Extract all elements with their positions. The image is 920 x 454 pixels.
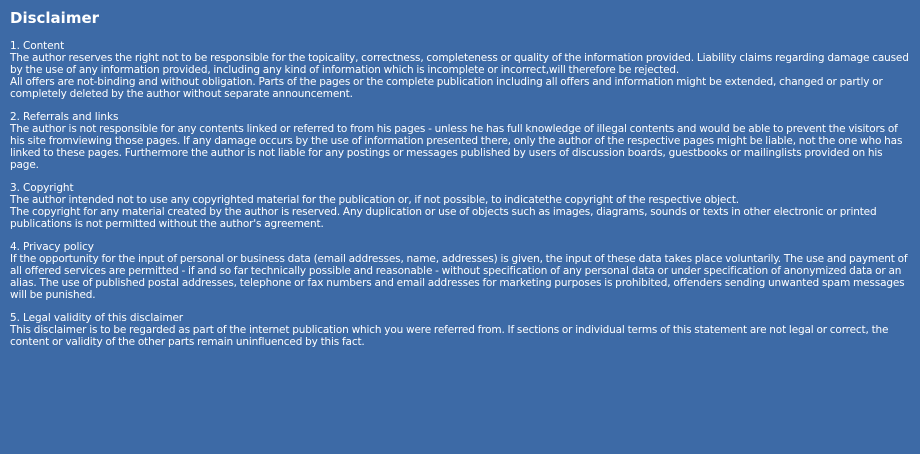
section-paragraph: The author reserves the right not to be responsible for the topicality, correctness, completeness or quality of the information provided. Liability claims regarding damage caused by the use of any information provided, including any kind of information which is incomplete or incorrect,will therefore be rejected. bbox=[10, 52, 909, 76]
section-paragraph: This disclaimer is to be regarded as part of the internet publication which you were referred from. If sections or individual terms of this statement are not legal or correct, the content or validity of the other parts remain uninfluenced by this fact. bbox=[10, 324, 889, 348]
section-paragraph: All offers are not-binding and without obligation. Parts of the pages or the complete publication including all offers and information might be extended, changed or partly or completely deleted by the author without separate announcement. bbox=[10, 76, 883, 100]
section-paragraph: The copyright for any material created by the author is reserved. Any duplication or use of objects such as images, diagrams, sounds or texts in other electronic or printed publications is not permitted without the author's agreement. bbox=[10, 206, 877, 230]
section-privacy-policy bbox=[10, 241, 911, 301]
section-legal-validity bbox=[10, 312, 911, 348]
section-paragraph: The author intended not to use any copyrighted material for the publication or, if not possible, to indicatethe copyright of the respective object. bbox=[10, 194, 739, 206]
section-heading: 4. Privacy policy bbox=[10, 241, 94, 253]
page-title: Disclaimer bbox=[10, 9, 100, 27]
section-heading: 1. Content bbox=[10, 40, 65, 52]
section-referrals-and-links bbox=[10, 111, 911, 171]
section-heading: 3. Copyright bbox=[10, 182, 74, 194]
section-heading: 5. Legal validity of this disclaimer bbox=[10, 312, 184, 324]
section-content bbox=[10, 40, 911, 100]
section-paragraph: If the opportunity for the input of personal or business data (email addresses, name, addresses) is given, the input of these data takes place voluntarily. The use and payment of all offered services are permitted - if and so far technically possible and reasonable - without specification of any personal data or under specification of anonymized data or an alias. The use of published postal addresses, telephone or fax numbers and email addresses for marketing purposes is prohibited, offenders sending unwanted spam messages will be punished. bbox=[10, 253, 908, 301]
section-heading: 2. Referrals and links bbox=[10, 111, 119, 123]
section-copyright bbox=[10, 182, 911, 230]
section-paragraph: The author is not responsible for any contents linked or referred to from his pages - unless he has full knowledge of illegal contents and would be able to prevent the visitors of his site fromviewing those pages. If any damage occurs by the use of information presented there, only the author of the respective pages might be liable, not the one who has linked to these pages. Furthermore the author is not liable for any postings or messages published by users of discussion boards, guestbooks or mailinglists provided on his page. bbox=[10, 123, 903, 171]
